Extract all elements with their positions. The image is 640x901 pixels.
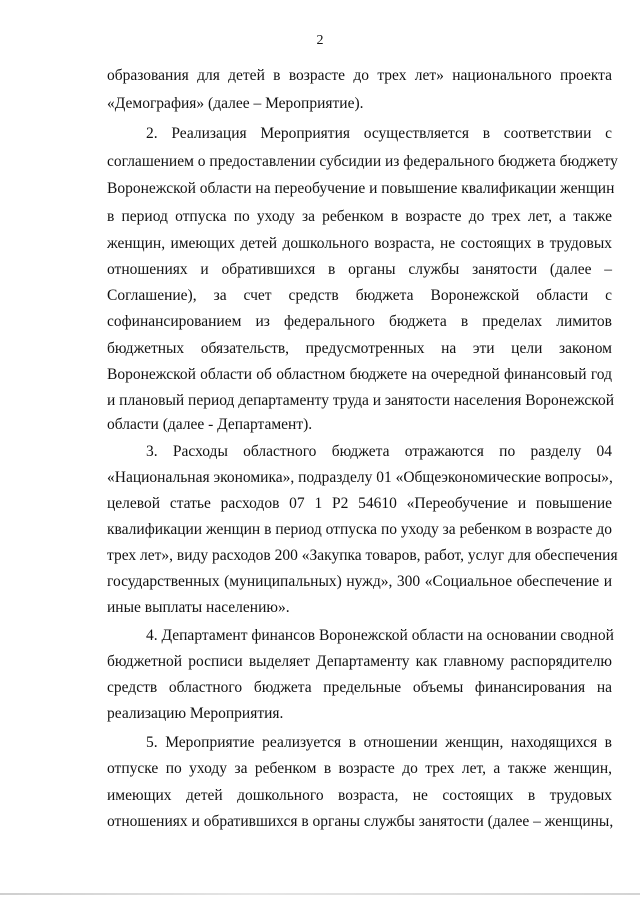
text-line: области (далее - Департамент).: [107, 416, 313, 433]
text-line: софинансированием из федерального бюджета в пределах лимитов: [107, 313, 612, 330]
text-line: реализацию Мероприятия.: [107, 705, 284, 722]
text-line: бюджетных обязательств, предусмотренных на эти цели законом: [107, 340, 612, 357]
text-line: Воронежской области об областном бюджете на очередной финансовый год: [107, 366, 612, 383]
text-line: иные выплаты населению».: [107, 599, 290, 616]
text-line: соглашением о предоставлении субсидии из федерального бюджета бюджету: [107, 153, 618, 170]
text-line: женщин, имеющих детей дошкольного возраста, не состоящих в трудовых: [107, 235, 612, 252]
text-line: «Демография» (далее – Мероприятие).: [107, 95, 364, 112]
text-line: 5. Мероприятие реализуется в отношении женщин, находящихся в: [146, 734, 612, 751]
text-line: отпуске по уходу за ребенком в возрасте до трех лет, а также женщин,: [107, 760, 612, 777]
text-line: в период отпуска по уходу за ребенком в возрасте до трех лет, а также: [107, 208, 612, 225]
text-line: бюджетной росписи выделяет Департаменту как главному распорядителю: [107, 653, 612, 670]
text-line: образования для детей в возрасте до трех лет» национального проекта: [107, 67, 612, 84]
text-line: целевой статье расходов 07 1 Р2 54610 «Переобучение и повышение: [107, 495, 612, 512]
scan-edge: [0, 893, 640, 895]
text-line: Воронежской области на переобучение и повышение квалификации женщин: [107, 180, 615, 197]
text-line: отношениях и обратившихся в органы службы занятости (далее –: [107, 261, 612, 278]
text-line: средств областного бюджета предельные объемы финансирования на: [107, 679, 612, 696]
text-line: квалификации женщин в период отпуска по уходу за ребенком в возрасте до: [107, 521, 612, 538]
text-line: «Национальная экономика», подразделу 01 «Общеэкономические вопросы»,: [107, 469, 613, 486]
text-line: Соглашение), за счет средств бюджета Воронежской области с: [107, 287, 612, 304]
text-line: государственных (муниципальных) нужд», 300 «Социальное обеспечение и: [107, 573, 612, 590]
text-line: 2. Реализация Мероприятия осуществляется в соответствии с: [146, 125, 612, 142]
text-line: имеющих детей дошкольного возраста, не состоящих в трудовых: [107, 787, 612, 804]
page-number: 2: [316, 33, 324, 48]
text-line: 3. Расходы областного бюджета отражаются по разделу 04: [146, 443, 612, 460]
text-line: отношениях и обратившихся в органы службы занятости (далее – женщины,: [107, 813, 614, 830]
text-line: 4. Департамент финансов Воронежской области на основании сводной: [146, 627, 614, 644]
text-line: трех лет», виду расходов 200 «Закупка товаров, работ, услуг для обеспечения: [107, 547, 618, 564]
text-line: и плановый период департаменту труда и занятости населения Воронежской: [107, 392, 615, 409]
